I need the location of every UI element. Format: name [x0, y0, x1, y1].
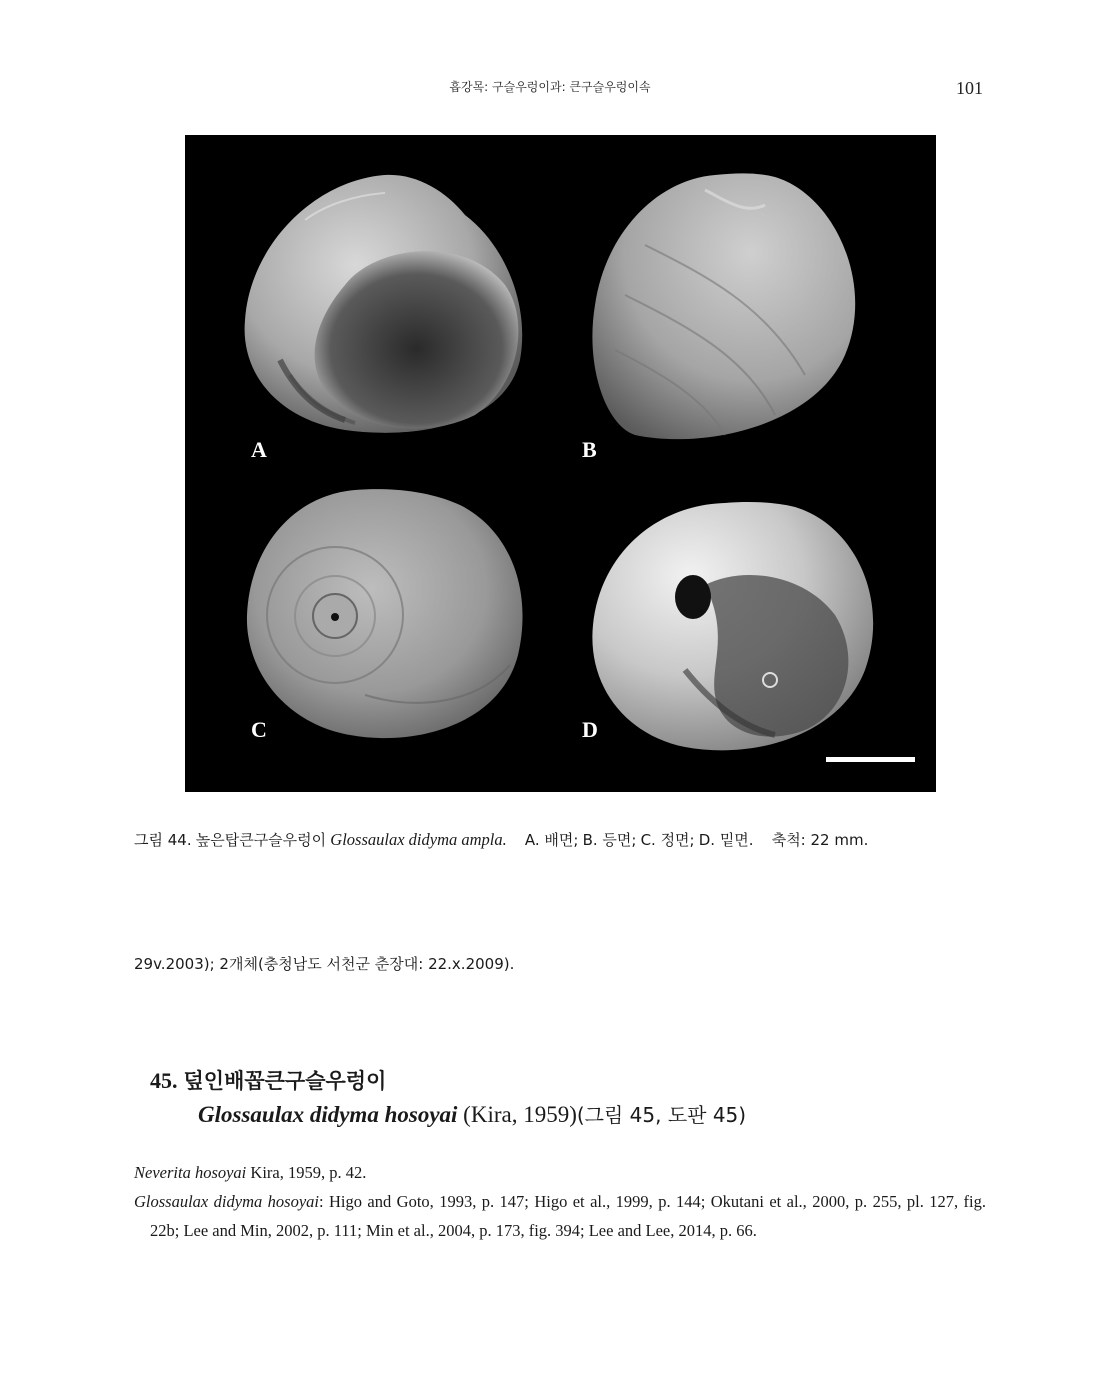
- running-head: 흡강목: 구슬우렁이과: 큰구슬우렁이속: [449, 80, 651, 94]
- shell-a-image: [245, 175, 523, 433]
- species-number: 45.: [150, 1068, 178, 1093]
- page-number: 101: [956, 78, 983, 98]
- panel-label-c: C: [251, 717, 267, 742]
- caption-view-a: A. 배면;: [524, 831, 579, 849]
- synonymy-entry: [134, 1187, 986, 1245]
- species-korean-name: 덮인배꼽큰구슬우렁이: [183, 1069, 387, 1093]
- caption-figure-label: 그림 44.: [134, 831, 192, 849]
- species-scientific-name: Glossaulax didyma hosoyai: [198, 1102, 458, 1127]
- synonymy-refs: : Higo and Goto, 1993, p. 147; Higo et al., 1999, p. 144; Okutani et al., 2000, p. 255, pl. 127, fig. 22b; Lee and Min, 2002, p. 111; Min et al., 2004, p. 173, fig. 394; Lee and Lee, 2014, p. 66.: [150, 1192, 986, 1240]
- species-heading-line1: [150, 1064, 1010, 1098]
- shell-d-image: [592, 502, 873, 750]
- panel-label-a: A: [251, 437, 267, 462]
- records-locality: (충청남도 서천군 춘장대: 22.x.2009).: [257, 955, 515, 973]
- synonymy-entry: [134, 1158, 986, 1187]
- caption-view-c: C. 정면;: [640, 831, 695, 849]
- species-figure-ref: (그림 45, 도판 45): [576, 1103, 747, 1127]
- shell-photographs: [185, 135, 936, 792]
- caption-scale: 축척: 22 mm.: [771, 831, 869, 849]
- caption-view-b: B. 등면;: [582, 831, 637, 849]
- synonymy-refs: Kira, 1959, p. 42.: [246, 1163, 367, 1182]
- synonymy-name: Glossaulax didyma hosoyai: [134, 1192, 319, 1211]
- synonymy-list: [134, 1158, 986, 1245]
- species-authority: (Kira, 1959): [463, 1102, 577, 1127]
- records-prefix: 29v.2003); 2개체: [134, 955, 258, 973]
- figure-caption: [134, 824, 986, 856]
- specimen-records: [134, 953, 514, 974]
- shell-c-image: [247, 489, 523, 738]
- species-heading-line2: [198, 1098, 1010, 1132]
- synonymy-name: Neverita hosoyai: [134, 1163, 247, 1182]
- scale-bar: [826, 757, 915, 762]
- caption-scientific-name: Glossaulax didyma ampla.: [330, 830, 507, 849]
- species-heading: [150, 1064, 1010, 1132]
- caption-korean-name: 높은탑큰구슬우렁이: [195, 831, 327, 849]
- shell-b-image: [592, 173, 855, 439]
- panel-label-d: D: [582, 717, 598, 742]
- caption-view-d: D. 밑면.: [698, 831, 754, 849]
- figure-panel: [185, 135, 936, 792]
- panel-label-b: B: [582, 437, 597, 462]
